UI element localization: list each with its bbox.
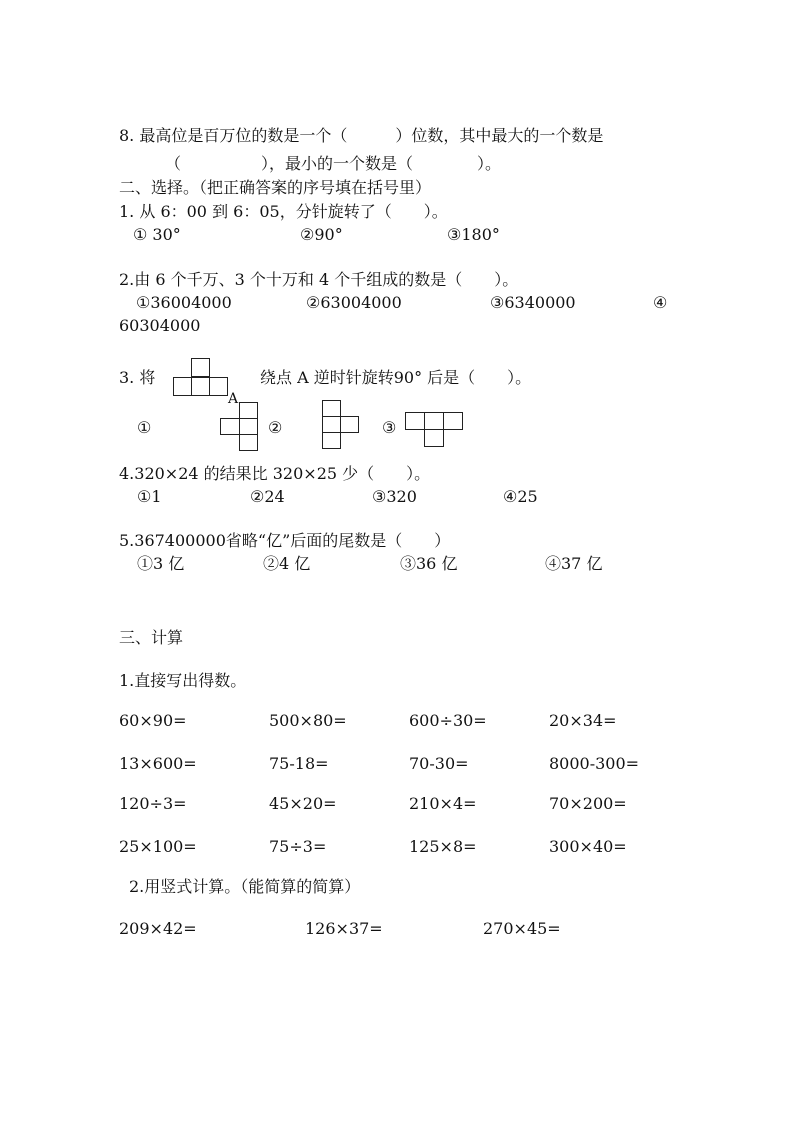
q5-option-4: ④37 亿 (545, 554, 603, 573)
q3-option-2: ② (268, 418, 283, 437)
q8-line2: （ ），最小的一个数是（ ）。 (165, 154, 502, 173)
q3-stem-suffix: 绕点 A 逆时针旋转90° 后是（ ）。 (260, 368, 532, 387)
calc-r3-c2: 45×20= (269, 794, 337, 813)
calc-r3-c3: 210×4= (409, 794, 477, 813)
q3-option-3: ③ (382, 418, 397, 437)
calc-r1-c3: 600÷30= (409, 711, 487, 730)
q2-option-4-cont: 60304000 (119, 316, 201, 335)
calc-r4-c4: 300×40= (549, 837, 627, 856)
q1-option-3: ③180° (447, 225, 500, 244)
calc-r1-c2: 500×80= (269, 711, 347, 730)
section3-sub1: 1.直接写出得数。 (119, 671, 247, 690)
q5-option-1: ①3 亿 (137, 554, 185, 573)
q1-option-2: ②90° (300, 225, 343, 244)
vertical-calc-2: 126×37= (305, 919, 383, 938)
q8-line1: 8. 最高位是百万位的数是一个（ ）位数，其中最大的一个数是 (119, 126, 604, 145)
calc-r2-c1: 13×600= (119, 754, 197, 773)
section2-title: 二、选择。（把正确答案的序号填在括号里） (119, 178, 432, 197)
q5-option-3: ③36 亿 (400, 554, 458, 573)
q1-stem: 1. 从 6：00 到 6：05，分针旋转了（ ）。 (119, 202, 448, 221)
q4-option-3: ③320 (372, 487, 417, 506)
calc-r1-c4: 20×34= (549, 711, 617, 730)
calc-r3-c1: 120÷3= (119, 794, 187, 813)
q5-option-2: ②4 亿 (263, 554, 311, 573)
q4-stem: 4.320×24 的结果比 320×25 少（ ）。 (119, 464, 431, 483)
calc-r4-c1: 25×100= (119, 837, 197, 856)
q4-option-4: ④25 (503, 487, 538, 506)
vertical-calc-1: 209×42= (119, 919, 197, 938)
q2-stem: 2.由 6 个千万、3 个十万和 4 个千组成的数是（ ）。 (119, 270, 519, 289)
calc-r4-c3: 125×8= (409, 837, 477, 856)
section3-sub2: 2.用竖式计算。（能简算的简算） (129, 877, 361, 896)
calc-r2-c2: 75-18= (269, 754, 329, 773)
q3-stem-prefix: 3. 将 (119, 368, 156, 387)
calc-r2-c4: 8000-300= (549, 754, 640, 773)
q3-point-label: A (228, 391, 239, 407)
q4-option-1: ①1 (137, 487, 162, 506)
calc-r4-c2: 75÷3= (269, 837, 327, 856)
q2-option-4: ④ (653, 293, 668, 312)
calc-r3-c4: 70×200= (549, 794, 627, 813)
vertical-calc-3: 270×45= (483, 919, 561, 938)
q1-option-1: ① 30° (133, 225, 181, 244)
q4-option-2: ②24 (250, 487, 285, 506)
calc-r2-c3: 70-30= (409, 754, 469, 773)
q2-option-3: ③6340000 (490, 293, 576, 312)
section3-title: 三、计算 (119, 628, 184, 647)
q3-option-1: ① (137, 418, 152, 437)
q2-option-2: ②63004000 (306, 293, 402, 312)
q2-option-1: ①36004000 (136, 293, 232, 312)
q5-stem: 5.367400000省略“亿”后面的尾数是（ ） (119, 531, 451, 550)
calc-r1-c1: 60×90= (119, 711, 187, 730)
